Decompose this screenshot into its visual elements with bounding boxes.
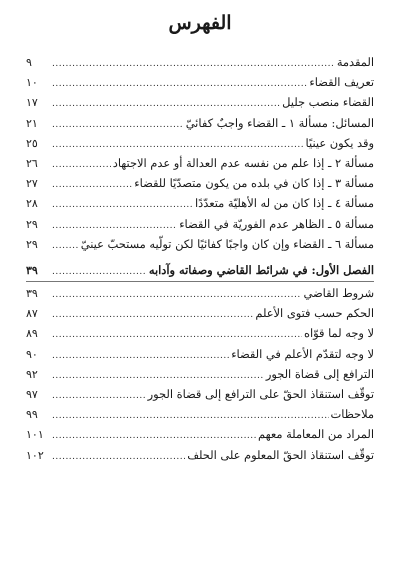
toc-entry-title: توقّف استنقاذ الحقّ على الترافع إلى قضاة الجور: [147, 387, 374, 401]
toc-entry: [26, 173, 374, 193]
toc-entry: [26, 52, 374, 72]
leader-dots: [52, 426, 256, 446]
toc-entry: [26, 424, 374, 444]
toc-entry-title: المسائل: مسألة ١ ـ القضاء واجبٌ كفائيّ: [185, 115, 374, 130]
leader-dots: [52, 135, 304, 155]
leader-dots: [52, 236, 79, 256]
toc-entry-page: ٨٧: [26, 307, 38, 321]
toc-entry-page: ١٧: [26, 96, 38, 110]
leader-dots: [52, 386, 146, 406]
toc-entry-page: ١٠٢: [26, 448, 44, 462]
toc-entry: [26, 303, 374, 323]
toc-entry: [26, 92, 374, 112]
toc-entry-title: الترافع إلى قضاة الجور: [265, 366, 374, 381]
toc-entry: [26, 113, 374, 133]
toc-entry-page: ٩٩: [26, 408, 38, 422]
toc-entry-page: ٢٧: [26, 177, 38, 191]
toc-entry-title: مسألة ٣ ـ إذا كان في بلده من يكون متصدّيًا للقضاء: [134, 176, 374, 191]
toc-entry-title: وقد يكون عينيًا: [305, 135, 374, 150]
toc-entry: [26, 404, 374, 424]
leader-dots: [52, 406, 329, 426]
toc-entry-title: القضاء منصب جليل: [282, 95, 374, 110]
toc-entry-page: ١٠١: [26, 428, 44, 442]
leader-dots: [52, 447, 185, 467]
toc-entry-title: مسألة ٢ ـ إذا علم من نفسه عدم العدالة أو عدم الاجتهاد: [112, 155, 374, 170]
leader-dots: [52, 366, 264, 386]
toc-entry-page: ١٠: [26, 76, 38, 90]
toc-entry: [26, 214, 374, 234]
leader-dots: [52, 94, 280, 114]
toc-entry-title: ملاحظات: [330, 407, 374, 422]
toc-entry-title: توقّف استنقاذ الحقّ المعلوم على الحلف: [187, 447, 374, 462]
toc-entry-title: شروط القاضي: [303, 286, 374, 301]
page-title: الفهرس: [168, 12, 232, 34]
leader-dots: [52, 74, 307, 94]
toc-entry: [26, 283, 374, 303]
toc-entry: [26, 323, 374, 343]
leader-dots: [52, 346, 229, 366]
toc-page: [26, 0, 374, 581]
toc-entry-page: ٩٢: [26, 367, 38, 381]
leader-dots: [52, 115, 184, 135]
toc-entry-page: ٢٦: [26, 156, 38, 170]
toc-entry: [26, 445, 374, 465]
toc-entry: [26, 72, 374, 92]
toc-entry-page: ٣٩: [26, 287, 38, 301]
leader-dots: [52, 155, 111, 175]
toc-entry: [26, 234, 374, 254]
toc-entry-page: ٢١: [26, 116, 38, 130]
leader-dots: [52, 195, 193, 215]
leader-dots: [52, 262, 147, 282]
toc-entry-page: ٨٩: [26, 327, 38, 341]
toc-entry-title: الفصل الأول: في شرائط القاضي وصفاته وآدابه: [148, 262, 374, 277]
leader-dots: [52, 54, 335, 74]
toc-entry-title: مسألة ٤ ـ إذا كان من له الأهليّة متعدّدًا: [195, 196, 374, 211]
toc-entry-page: ٢٩: [26, 217, 38, 231]
toc-entry-page: ٣٩: [26, 263, 38, 277]
toc-entry-title: مسألة ٦ ـ القضاء وإن كان واجبًا كفائيًا لكن تولّيه مستحبّ عينيّ: [80, 236, 374, 251]
toc-entry-page: ٢٥: [26, 136, 38, 150]
toc-entry-title: الحكم حسب فتوى الأعلم: [255, 306, 374, 321]
toc-entry: [26, 344, 374, 364]
toc-entry-page: ٢٩: [26, 237, 38, 251]
toc-entry: [26, 364, 374, 384]
toc-entry-title: المراد من المعاملة معهم: [258, 427, 374, 442]
toc-entry-page: ٢٨: [26, 197, 38, 211]
toc-entry: [26, 384, 374, 404]
leader-dots: [52, 285, 301, 305]
toc-entry-title: تعريف القضاء: [309, 75, 374, 90]
toc-entry-title: لا وجه لتقدّم الأعلم في القضاء: [231, 346, 374, 361]
toc-entry-title: مسألة ٥ ـ الظاهر عدم الفوريّة في القضاء: [179, 216, 374, 231]
toc-entry: [26, 153, 374, 173]
toc-section-heading: [26, 260, 374, 280]
toc-entry: [26, 193, 374, 213]
toc-entry-title: لا وجه لما قوّاه: [304, 326, 374, 341]
table-of-contents: [26, 52, 374, 465]
toc-entry-page: ٩٠: [26, 347, 38, 361]
toc-entry: [26, 133, 374, 153]
toc-entry-page: ٩: [26, 56, 32, 69]
leader-dots: [52, 325, 302, 345]
toc-entry-title: المقدمة: [336, 55, 374, 69]
toc-entry-page: ٩٧: [26, 388, 38, 401]
leader-dots: [52, 305, 253, 325]
leader-dots: [52, 175, 132, 195]
leader-dots: [52, 216, 177, 236]
